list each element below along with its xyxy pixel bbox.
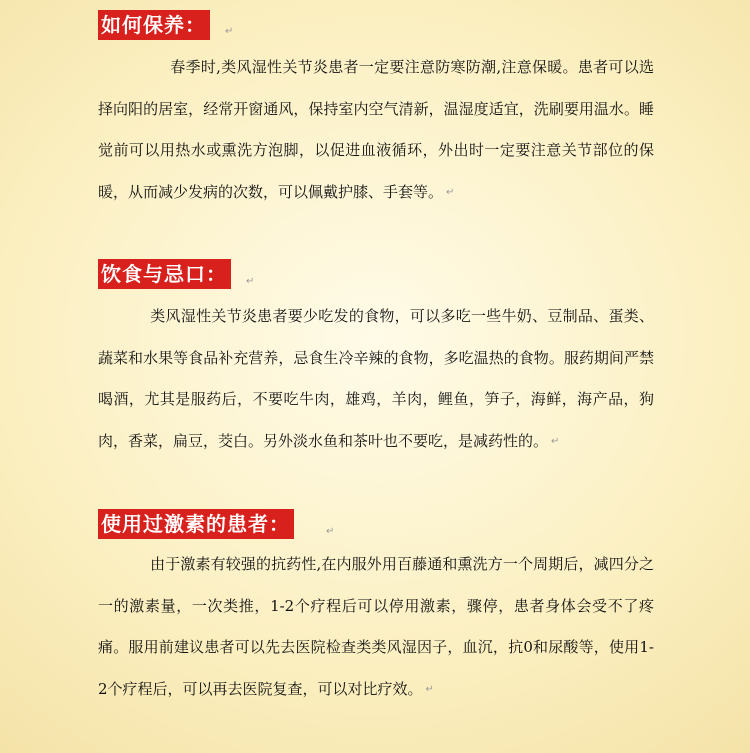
body-text: 类风湿性关节炎患者要少吃发的食物，可以多吃一些牛奶、豆制品、蛋类、蔬菜和水果等食品补充营养，忌食生冷辛辣的食物，多吃温热的食物。服药期间严禁喝酒，尤其是服药后，不要吃牛肉，雄鸡，羊肉，鲤鱼，笋子，海鲜，海产品，狗肉，香菜，扁豆，茭白。另外淡水鱼和茶叶也不要吃，是减药性的。 [98,307,654,450]
section-body-diet [98,296,654,462]
body-text: 春季时,类风湿性关节炎患者一定要注意防寒防潮,注意保暖。患者可以选择向阳的居室，经常开窗通风，保持室内空气清新，温湿度适宜，洗刷要用温水。睡觉前可以用热水或熏洗方泡脚，以促进血液循环，外出时一定要注意关节部位的保暖，从而减少发病的次数，可以佩戴护膝、手套等。 [98,58,654,201]
section-body-steroid [98,544,654,710]
paragraph-mark-icon: ↵ [225,26,234,37]
section-heading-steroid: 使用过激素的患者： [98,509,294,539]
paragraph-mark-icon: ↵ [246,276,255,287]
paragraph-mark-icon: ↵ [551,435,560,447]
paragraph-mark-icon: ↵ [425,683,434,695]
section-heading-diet: 饮食与忌口： [98,259,231,289]
paragraph-mark-icon: ↵ [446,186,455,198]
section-body-care [98,47,654,213]
paragraph-mark-icon: ↵ [326,526,335,537]
body-text: 由于激素有较强的抗药性,在内服外用百藤通和熏洗方一个周期后，减四分之一的激素量，一次类推，1-2个疗程后可以停用激素，骤停，患者身体会受不了疼痛。服用前建议患者可以先去医院检查类类风湿因子，血沉，抗0和尿酸等，使用1-2个疗程后，可以再去医院复查，可以对比疗效。 [98,555,654,698]
section-heading-care: 如何保养： [98,10,210,40]
